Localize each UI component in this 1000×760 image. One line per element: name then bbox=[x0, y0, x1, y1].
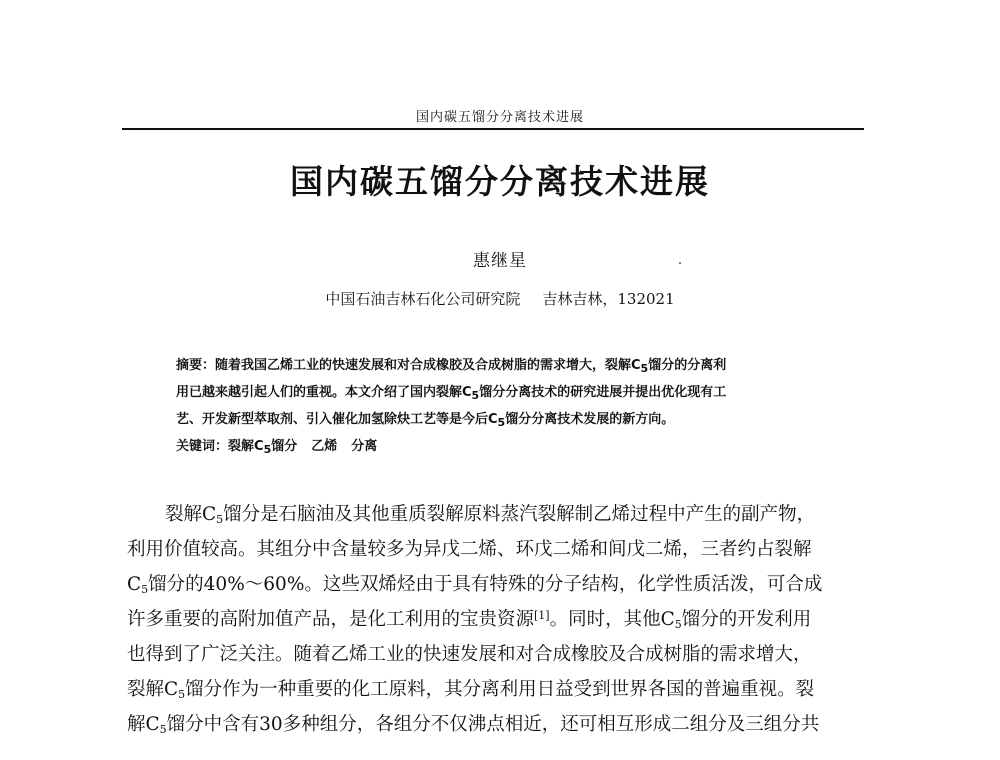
body-text: 馏分中含有30多种组分，各组分不仅沸点相近，还可相互形成二组分及三组分共 bbox=[166, 714, 820, 735]
body-line bbox=[127, 567, 867, 602]
keyword: 裂解C bbox=[228, 439, 264, 454]
body-text: 馏分作为一种重要的化工原料，其分离利用日益受到世界各国的普遍重视。裂 bbox=[185, 679, 815, 700]
abstract-text: 摘要：随着我国乙烯工业的快速发展和对合成橡胶及合成树脂的需求增大，裂解C bbox=[176, 358, 641, 373]
body-text: 裂解C bbox=[165, 504, 217, 525]
abstract-line bbox=[176, 352, 816, 379]
body-line bbox=[127, 707, 867, 742]
body-text: 解C bbox=[127, 714, 160, 735]
body-line bbox=[127, 497, 867, 532]
body-text: 许多重要的高附加值产品，是化工利用的宝贵资源 bbox=[127, 609, 535, 630]
body-text: C bbox=[127, 574, 142, 595]
body-text: 馏分是石脑油及其他重质裂解原料蒸汽裂解制乙烯过程中产生的副产物， bbox=[223, 504, 816, 525]
body-text: 。同时，其他C bbox=[549, 609, 675, 630]
abstract bbox=[176, 352, 816, 460]
body-line bbox=[127, 637, 867, 672]
subscript: 5 bbox=[216, 513, 224, 526]
body-text: 馏分的40%～60%。这些双烯烃由于具有特殊的分子结构，化学性质活泼，可合成 bbox=[148, 574, 823, 595]
abstract-text: 馏分分离技术的研究进展并提出优化现有工 bbox=[479, 385, 727, 400]
subscript: 5 bbox=[640, 362, 649, 375]
body-text: 馏分的开发利用 bbox=[681, 609, 812, 630]
body-paragraph bbox=[127, 497, 867, 742]
header-rule bbox=[122, 128, 864, 130]
affiliation-org: 中国石油吉林石化公司研究院 bbox=[325, 290, 521, 308]
author-name: 惠继星 bbox=[473, 251, 527, 271]
affiliation-location: 吉林吉林，132021 bbox=[542, 290, 675, 308]
abstract-text: 馏分分离技术发展的新方向。 bbox=[505, 412, 675, 427]
subscript: 5 bbox=[497, 416, 506, 429]
subscript: 5 bbox=[178, 688, 186, 701]
body-line bbox=[127, 532, 867, 567]
subscript: 5 bbox=[263, 443, 272, 456]
body-text: 裂解C bbox=[127, 679, 179, 700]
keyword: 馏分 bbox=[271, 439, 298, 454]
body-line bbox=[127, 672, 867, 707]
body-text: 也得到了广泛关注。随着乙烯工业的快速发展和对合成橡胶及合成树脂的需求增大， bbox=[127, 644, 812, 665]
subscript: 5 bbox=[674, 618, 682, 631]
keyword: 分离 bbox=[351, 439, 378, 454]
running-header: 国内碳五馏分分离技术进展 bbox=[415, 110, 584, 125]
keyword: 乙烯 bbox=[311, 439, 338, 454]
abstract-line bbox=[176, 406, 816, 433]
abstract-text: 用已越来越引起人们的重视。本文介绍了国内裂解C bbox=[176, 385, 472, 400]
keywords-label: 关键词： bbox=[176, 439, 229, 454]
affiliation bbox=[0, 288, 1000, 309]
paper-title: 国内碳五馏分分离技术进展 bbox=[290, 162, 710, 201]
subscript: 5 bbox=[471, 389, 480, 402]
abstract-line bbox=[176, 379, 816, 406]
body-line bbox=[127, 602, 867, 637]
abstract-text: 艺、开发新型萃取剂、引入催化加氢除炔工艺等是今后C bbox=[176, 412, 498, 427]
keywords-line bbox=[176, 433, 816, 460]
subscript: 5 bbox=[159, 723, 167, 736]
subscript: 5 bbox=[141, 583, 149, 596]
citation-ref: [1] bbox=[534, 609, 550, 622]
body-text: 利用价值较高。其组分中含量较多为异戊二烯、环戊二烯和间戊二烯，三者约占裂解 bbox=[127, 539, 812, 560]
abstract-text: 馏分的分离利 bbox=[648, 358, 727, 373]
